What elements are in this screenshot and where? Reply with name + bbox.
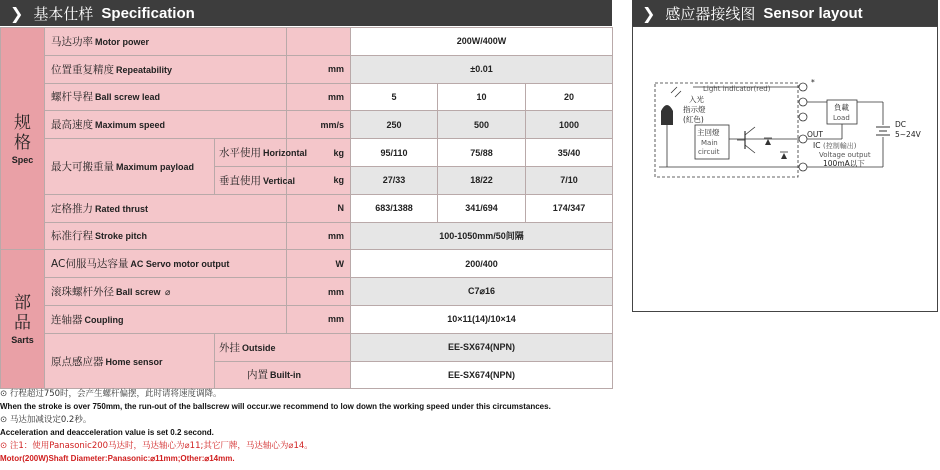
value-speed-3: 1000 (526, 111, 613, 139)
led-icon (661, 87, 681, 125)
indicator-cn-label: 指示燈 (683, 105, 706, 114)
dc-range-label: 5~24V (895, 130, 921, 139)
note-2-cn: ⊙ 马达加减设定0.2秒。 (0, 415, 92, 425)
value-thrust-1: 683/1388 (351, 194, 438, 222)
unit-max-speed: mm/s (287, 111, 351, 139)
value-lead-5: 5 (351, 83, 438, 111)
main-circuit-cn: 主回燈 (697, 128, 720, 137)
unit-ball-screw-lead: mm (287, 83, 351, 111)
value-thrust-3: 174/347 (526, 194, 613, 222)
label-coupling: 连轴器 Coupling (45, 305, 287, 333)
row-ball-screw-dia (1, 278, 613, 306)
label-stroke-pitch: 标准行程 Stroke pitch (45, 222, 287, 250)
value-lead-20: 20 (526, 83, 613, 111)
spec-header-cn: 基本仕样 (33, 4, 94, 23)
sensor-header-en: Sensor layout (763, 4, 863, 22)
label-repeatability: 位置重复精度 Repeatability (45, 55, 287, 83)
row-repeatability (1, 55, 613, 83)
value-builtin: EE-SX674(NPN) (351, 361, 613, 389)
value-vertical-2: 18/22 (438, 166, 526, 194)
label-home-sensor: 原点感应器 Home sensor (45, 333, 215, 389)
section-parts (1, 250, 45, 389)
value-vertical-3: 7/10 (526, 166, 613, 194)
label-max-payload: 最大可搬重量 Maximum payload (45, 139, 215, 195)
value-horizontal-1: 95/110 (351, 139, 438, 167)
row-ball-screw-lead (1, 83, 613, 111)
row-motor-power (1, 28, 613, 56)
note-3-en: Motor(200W)Shaft Diameter:Panasonic:⌀11mm;Other:⌀14mm. (0, 453, 235, 463)
label-horizontal: 水平使用 Horizontal (215, 139, 287, 167)
zener-diode-icon (780, 152, 788, 159)
sensor-header-cn: 感应器接线图 (665, 4, 756, 23)
main-circuit-en2: circuit (698, 148, 720, 156)
row-stroke-pitch (1, 222, 613, 250)
spec-table (0, 27, 613, 389)
value-thrust-2: 341/694 (438, 194, 526, 222)
label-ball-screw-lead: 螺杆导程 Ball screw lead (45, 83, 287, 111)
ic-label: IC (813, 141, 821, 150)
load-cn: 負載 (834, 103, 849, 112)
notes (0, 389, 620, 467)
unit-horizontal: kg (287, 139, 351, 167)
out-label: OUT (807, 130, 823, 139)
terminal-v (799, 83, 807, 91)
value-horizontal-2: 75/88 (438, 139, 526, 167)
load-en: Load (833, 114, 850, 122)
value-servo-output: 200/400 (351, 250, 613, 278)
unit-motor-power (287, 28, 351, 56)
value-speed-1: 250 (351, 111, 438, 139)
chevron-right-icon: ❯ (642, 3, 656, 23)
section-parts-en: Sarts (11, 335, 34, 346)
terminal-out (799, 135, 807, 143)
main-circuit-en1: Main (701, 139, 718, 147)
voltage-output-label: Voltage output (819, 151, 871, 159)
light-indicator-label: Light indicator(red) (703, 85, 771, 93)
label-max-speed: 最高速度 Maximum speed (45, 111, 287, 139)
note-1-en: When the stroke is over 750mm, the run-out of the ballscrew will occur.we recommend to low down the working speed under this circumstances. (0, 401, 551, 411)
chevron-right-icon: ❯ (10, 3, 24, 23)
row-servo-output (1, 250, 613, 278)
unit-repeatability: mm (287, 55, 351, 83)
value-coupling: 10×11(14)/10×14 (351, 305, 613, 333)
value-motor-power: 200W/400W (351, 28, 613, 56)
terminal-l (799, 98, 807, 106)
note-1 (0, 389, 620, 412)
value-outside: EE-SX674(NPN) (351, 333, 613, 361)
unit-vertical: kg (287, 166, 351, 194)
note-2-en: Acceleration and deacceleration value is set 0.2 second. (0, 427, 214, 437)
battery-icon (876, 127, 890, 135)
value-stroke-pitch: 100-1050mm/50间隔 (351, 222, 613, 250)
current-label: 100mA以下 (823, 159, 865, 168)
label-outside: 外挂 Outside (215, 333, 351, 361)
value-ball-screw-dia: C7⌀16 (351, 278, 613, 306)
note-1-cn: ⊙ 行程超过750时，会产生螺杆偏摆，此时请将速度调降。 (0, 389, 222, 399)
sensor-header (632, 0, 938, 26)
red-cn-label: (紅色) (683, 115, 704, 124)
row-coupling (1, 305, 613, 333)
label-vertical: 垂直使用 Vertical (215, 166, 287, 194)
unit-ball-screw-dia: mm (287, 278, 351, 306)
label-rated-thrust: 定格推力 Rated thrust (45, 194, 287, 222)
row-payload-horizontal (1, 139, 613, 167)
note-2 (0, 415, 620, 438)
unit-servo-output: W (287, 250, 351, 278)
asterisk-label: * (811, 78, 815, 87)
value-repeatability: ±0.01 (351, 55, 613, 83)
row-max-speed (1, 111, 613, 139)
row-home-sensor-outside (1, 333, 613, 361)
section-spec-en: Spec (11, 154, 34, 165)
sensor-diagram (632, 26, 938, 312)
terminal-gnd (799, 163, 807, 171)
control-output-cn: (控制輸出) (823, 142, 857, 150)
sensor-circuit-svg (633, 27, 939, 313)
value-speed-2: 500 (438, 111, 526, 139)
value-lead-10: 10 (438, 83, 526, 111)
unit-coupling: mm (287, 305, 351, 333)
incident-label: 入光 (689, 95, 704, 104)
label-motor-power: 马达功率 Motor power (45, 28, 287, 56)
spec-header-en: Specification (101, 4, 195, 22)
unit-stroke-pitch: mm (287, 222, 351, 250)
section-spec (1, 28, 45, 250)
label-ball-screw-dia: 滚珠螺杆外径 Ball screw ⌀ (45, 278, 287, 306)
value-vertical-1: 27/33 (351, 166, 438, 194)
terminal-plus (799, 113, 807, 121)
transistor-icon (737, 127, 755, 153)
section-spec-cn: 规 格 (14, 112, 31, 153)
spec-header (0, 0, 612, 26)
note-3 (0, 441, 620, 464)
section-parts-cn: 部 品 (14, 293, 31, 334)
label-builtin: 内置 Built-in (215, 361, 351, 389)
label-servo-output: AC伺服马达容量 AC Servo motor output (45, 250, 287, 278)
value-horizontal-3: 35/40 (526, 139, 613, 167)
unit-rated-thrust: N (287, 194, 351, 222)
row-rated-thrust (1, 194, 613, 222)
dc-label: DC (895, 120, 907, 129)
note-3-cn: ⊙ 注1：使用Panasonic200马达时，马达轴心为⌀11;其它厂牌，马达轴心为⌀14。 (0, 441, 313, 451)
